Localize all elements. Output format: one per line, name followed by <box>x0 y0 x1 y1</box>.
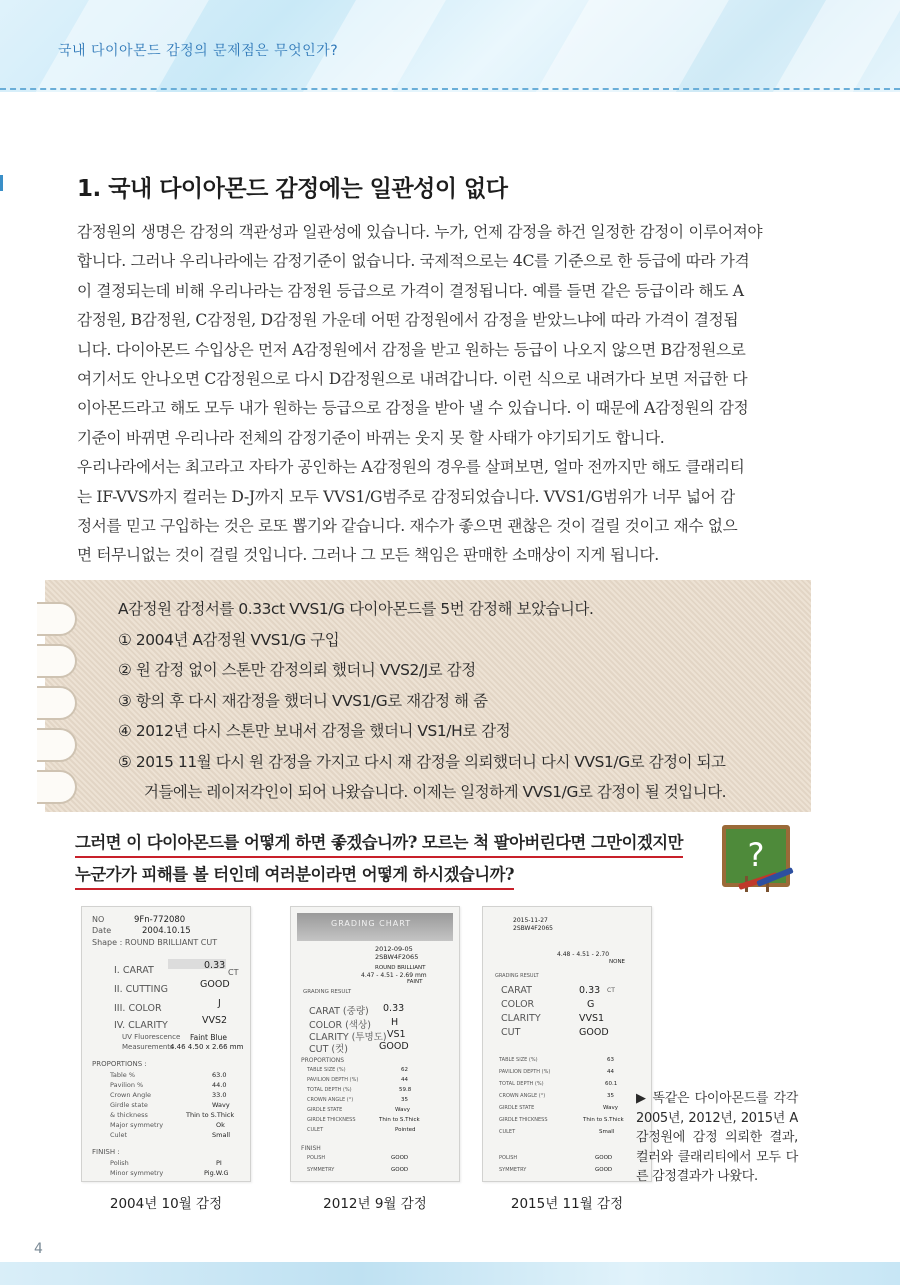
proportion-label: Table % <box>110 1071 136 1079</box>
proportion-label: PAVILION DEPTH (%) <box>307 1077 359 1083</box>
cert-date-value: 2015-11-27 <box>513 917 548 924</box>
proportions-title: PROPORTIONS : <box>92 1060 147 1068</box>
cert-shape: Shape : ROUND BRILLIANT CUT <box>92 938 218 947</box>
proportion-value: 35 <box>401 1097 408 1103</box>
side-note: ▶ 똑같은 다이아몬드를 각각 2005년, 2012년, 2015년 A감정원에 감정 의뢰한 결과, 컬러와 클래리티에서 모두 다른 감정결과가 나왔다. <box>636 1091 798 1184</box>
body-line: 정서를 믿고 구입하는 것은 로또 뽑기와 같습니다. 재수가 좋으면 괜찮은 것이 걸릴 것이고 재수 없으 <box>77 517 738 536</box>
proportion-label: & thickness <box>110 1111 148 1119</box>
cert-no-value: 9Fn-772080 <box>134 915 186 925</box>
finish-value: Pig.W.G <box>204 1169 229 1177</box>
question-block <box>75 830 735 894</box>
proportion-value: Wavy <box>212 1101 230 1109</box>
proportion-label: PAVILION DEPTH (%) <box>499 1069 551 1075</box>
grade-value: 0.33 <box>383 1003 405 1014</box>
proportion-value: 59.8 <box>399 1087 412 1093</box>
chalkboard-question-icon: ? <box>722 825 790 887</box>
measurement-value: 4.46 4.50 x 2.66 mm <box>170 1043 244 1051</box>
proportion-label: Pavilion % <box>110 1081 144 1089</box>
finish-label: POLISH <box>499 1155 518 1161</box>
proportion-value: 35 <box>607 1093 614 1099</box>
finish-value: PI <box>216 1159 222 1167</box>
note-item: ④ 2012년 다시 스톤만 보내서 감정을 했더니 VS1/H로 감정 <box>118 722 511 740</box>
grade-value: GOOD <box>379 1041 409 1052</box>
note-item: ② 원 감정 없이 스톤만 감정의뢰 했더니 VVS2/J로 감정 <box>118 661 476 679</box>
cert-no-value: 2SBW4F2065 <box>375 953 419 961</box>
grade-value: GOOD <box>579 1027 609 1038</box>
grades-title: GRADING RESULT <box>303 989 352 995</box>
measurement-label: Measurements <box>122 1043 174 1051</box>
question-line: 그러면 이 다이아몬드를 어떻게 하면 좋겠습니까? 모르는 척 팔아버린다면 그만이겠지만 <box>75 830 683 858</box>
proportion-value: 60.1 <box>605 1081 618 1087</box>
binder-hole <box>37 770 77 804</box>
body-line: 면 터무니없는 것이 걸릴 것입니다. 그러나 그 모든 책임은 판매한 소매상이 지게 됩니다. <box>77 546 659 565</box>
body-line: 는 IF-VVS까지 컬러는 D-J까지 모두 VVS1/G범주로 감정되었습니다. VVS1/G범위가 너무 넓어 감 <box>77 487 735 506</box>
fluorescence-value: Faint Blue <box>190 1033 227 1042</box>
binder-hole <box>37 686 77 720</box>
binder-hole <box>37 728 77 762</box>
proportion-value: Thin to S.Thick <box>583 1117 624 1123</box>
proportion-label: TABLE SIZE (%) <box>499 1057 538 1063</box>
body-line: 여기서도 안나오면 C감정원으로 다시 D감정원으로 내려갑니다. 이런 식으로 내려가다 보면 저급한 다 <box>77 370 748 389</box>
cert-shape-value: ROUND BRILLIANT <box>375 965 426 971</box>
grade-value: 0.33 <box>204 960 226 971</box>
certificate-2012 <box>290 906 460 1182</box>
grade-unit: CT <box>228 968 239 977</box>
finish-value: GOOD <box>595 1155 613 1161</box>
proportion-label: TOTAL DEPTH (%) <box>499 1081 544 1087</box>
cert-fluor-value: NONE <box>609 959 626 965</box>
grade-value: GOOD <box>200 979 230 990</box>
finish-value: GOOD <box>391 1155 409 1161</box>
cert-date-value: 2004.10.15 <box>142 926 191 936</box>
grade-label: III. COLOR <box>114 1003 162 1014</box>
proportion-value: 63 <box>607 1057 614 1063</box>
cert-date-value: 2012-09-05 <box>375 945 413 953</box>
certificate-caption: 2012년 9월 감정 <box>323 1196 427 1212</box>
cert-measure-value: 4.48 - 4.51 - 2.70 <box>557 951 610 958</box>
note-item: ① 2004년 A감정원 VVS1/G 구입 <box>118 630 340 649</box>
running-header: 국내 다이아몬드 감정의 문제점은 무엇인가? <box>58 43 339 59</box>
grade-label: COLOR (색상) <box>309 1020 371 1031</box>
finish-title: FINISH <box>301 1145 321 1152</box>
proportion-label: Culet <box>110 1131 128 1139</box>
grade-label: CLARITY <box>501 1013 541 1024</box>
finish-title: FINISH : <box>92 1148 120 1156</box>
binder-hole <box>37 602 77 636</box>
note-box <box>45 580 811 812</box>
grade-label: I. CARAT <box>114 965 154 976</box>
note-item: ⑤ 2015 11월 다시 원 감정을 가지고 다시 재 감정을 의뢰했더니 다시 VVS1/G로 감정이 되고 <box>118 752 726 771</box>
cert-no-label: NO <box>92 915 105 924</box>
proportion-label: Girdle state <box>110 1101 148 1109</box>
proportion-label: CULET <box>307 1127 324 1133</box>
body-line: 우리나라에서는 최고라고 자타가 공인하는 A감정원의 경우를 살펴보면, 얼마 전까지만 해도 클래리티 <box>77 458 745 477</box>
body-text <box>77 218 812 571</box>
fluorescence-label: UV Fluorescence <box>122 1033 181 1041</box>
note-continuation: 거들에는 레이저각인이 되어 나왔습니다. 이제는 일정하게 VVS1/G로 감정이 될 것입니다. <box>144 783 727 801</box>
grade-value: VVS2 <box>202 1015 228 1026</box>
proportion-value: Ok <box>216 1121 225 1129</box>
proportion-value: 62 <box>401 1067 408 1073</box>
proportion-value: 63.0 <box>212 1071 227 1079</box>
proportion-label: Major symmetry <box>110 1121 164 1129</box>
proportion-value: Small <box>212 1131 231 1139</box>
proportion-label: TOTAL DEPTH (%) <box>307 1087 352 1093</box>
cert-no-value: 2SBW4F2065 <box>513 925 553 932</box>
grade-value: G <box>587 999 595 1010</box>
proportion-label: Crown Angle <box>110 1091 152 1099</box>
proportion-value: Pointed <box>395 1127 416 1133</box>
proportion-label: CULET <box>499 1129 516 1135</box>
proportion-value: Thin to S.Thick <box>379 1117 420 1123</box>
finish-value: GOOD <box>391 1167 409 1173</box>
proportion-value: Thin to S.Thick <box>186 1111 235 1119</box>
body-line: 이아몬드라고 해도 모두 내가 원하는 등급으로 감정을 받아 낼 수 있습니다. 이 때문에 A감정원의 감정 <box>77 399 749 418</box>
proportion-value: 44 <box>401 1077 408 1083</box>
cert-fluor-value: FAINT <box>407 979 423 985</box>
page-number: 4 <box>34 1241 43 1257</box>
proportion-value: 44.0 <box>212 1081 227 1089</box>
proportions-title: PROPORTIONS <box>301 1057 345 1064</box>
proportion-value: 33.0 <box>212 1091 227 1099</box>
cert-measure-value: 4.47 - 4.51 - 2.69 mm <box>361 972 427 979</box>
finish-label: Minor symmetry <box>110 1169 164 1177</box>
grade-unit: CT <box>607 987 615 994</box>
proportion-label: GIRDLE STATE <box>499 1105 535 1111</box>
finish-label: Polish <box>110 1159 129 1167</box>
note-intro: A감정원 감정서를 0.33ct VVS1/G 다이아몬드를 5번 감정해 보았습니다. <box>118 600 594 618</box>
proportion-value: Small <box>599 1129 615 1135</box>
grade-label: CUT (컷) <box>309 1044 348 1055</box>
note-item: ③ 항의 후 다시 재감정을 했더니 VVS1/G로 재감정 해 줌 <box>118 691 488 710</box>
grade-label: CARAT <box>501 985 532 996</box>
question-line: 누군가가 피해를 볼 터인데 여러분이라면 어떻게 하시겠습니까? <box>75 862 514 890</box>
section-title: 1. 국내 다이아몬드 감정에는 일관성이 없다 <box>77 176 508 202</box>
proportion-value: 44 <box>607 1069 614 1075</box>
certificate-2004 <box>81 906 251 1182</box>
certificate-2015 <box>482 906 652 1182</box>
grade-label: CLARITY (투명도) <box>309 1032 387 1043</box>
proportion-label: TABLE SIZE (%) <box>307 1067 346 1073</box>
finish-label: POLISH <box>307 1155 326 1161</box>
body-line: 감정원, B감정원, C감정원, D감정원 가운데 어떤 감정원에서 감정을 받았느냐에 따라 가격이 결정됩 <box>77 311 739 330</box>
proportion-value: Wavy <box>395 1107 410 1113</box>
grade-value: VS1 <box>387 1029 406 1040</box>
grades-title: GRADING RESULT <box>495 973 539 979</box>
body-line: 합니다. 그러나 우리나라에는 감정기준이 없습니다. 국제적으로는 4C를 기준으로 한 등급에 따라 가격 <box>77 252 750 271</box>
grade-label: COLOR <box>501 999 535 1010</box>
certificate-caption: 2004년 10월 감정 <box>109 1196 223 1212</box>
grade-value: H <box>391 1017 399 1028</box>
grade-value: J <box>218 998 221 1009</box>
grade-value: 0.33 <box>579 985 601 996</box>
body-line: 기준이 바뀌면 우리나라 전체의 감정기준이 바뀌는 웃지 못 할 사태가 야기되기도 합니다. <box>77 428 665 447</box>
binder-hole <box>37 644 77 678</box>
note-list <box>118 594 798 808</box>
cert-date-label: Date <box>92 926 112 935</box>
grade-label: CARAT (중량) <box>309 1006 369 1017</box>
finish-label: SYMMETRY <box>307 1167 335 1173</box>
cert-header-title: GRADING CHART <box>331 919 412 928</box>
grade-label: CUT <box>501 1027 521 1038</box>
proportion-label: GIRDLE THICKNESS <box>499 1117 548 1123</box>
grade-label: IV. CLARITY <box>114 1020 168 1031</box>
certificate-caption: 2015년 11월 감정 <box>510 1196 624 1212</box>
grade-value: VVS1 <box>579 1013 605 1024</box>
finish-value: GOOD <box>595 1167 613 1173</box>
header-divider <box>0 88 900 90</box>
proportion-value: Wavy <box>603 1105 618 1111</box>
proportion-label: GIRDLE THICKNESS <box>307 1117 356 1123</box>
body-line: 감정원의 생명은 감정의 객관성과 일관성에 있습니다. 누가, 언제 감정을 하건 일정한 감정이 이루어져야 <box>77 223 763 241</box>
grade-label: II. CUTTING <box>114 984 168 995</box>
proportion-label: CROWN ANGLE (°) <box>307 1097 354 1103</box>
proportion-label: GIRDLE STATE <box>307 1107 343 1113</box>
body-line: 니다. 다이아몬드 수입상은 먼저 A감정원에서 감정을 받고 원하는 등급이 나오지 않으면 B감정원으로 <box>77 340 746 359</box>
footer-band <box>0 1262 900 1285</box>
body-line: 이 결정되는데 비해 우리나라는 감정원 등급으로 가격이 결정됩니다. 예를 들면 같은 등급이라 해도 A <box>77 281 744 300</box>
section-marker <box>0 175 3 191</box>
proportion-label: CROWN ANGLE (°) <box>499 1093 546 1099</box>
finish-label: SYMMETRY <box>499 1167 527 1173</box>
